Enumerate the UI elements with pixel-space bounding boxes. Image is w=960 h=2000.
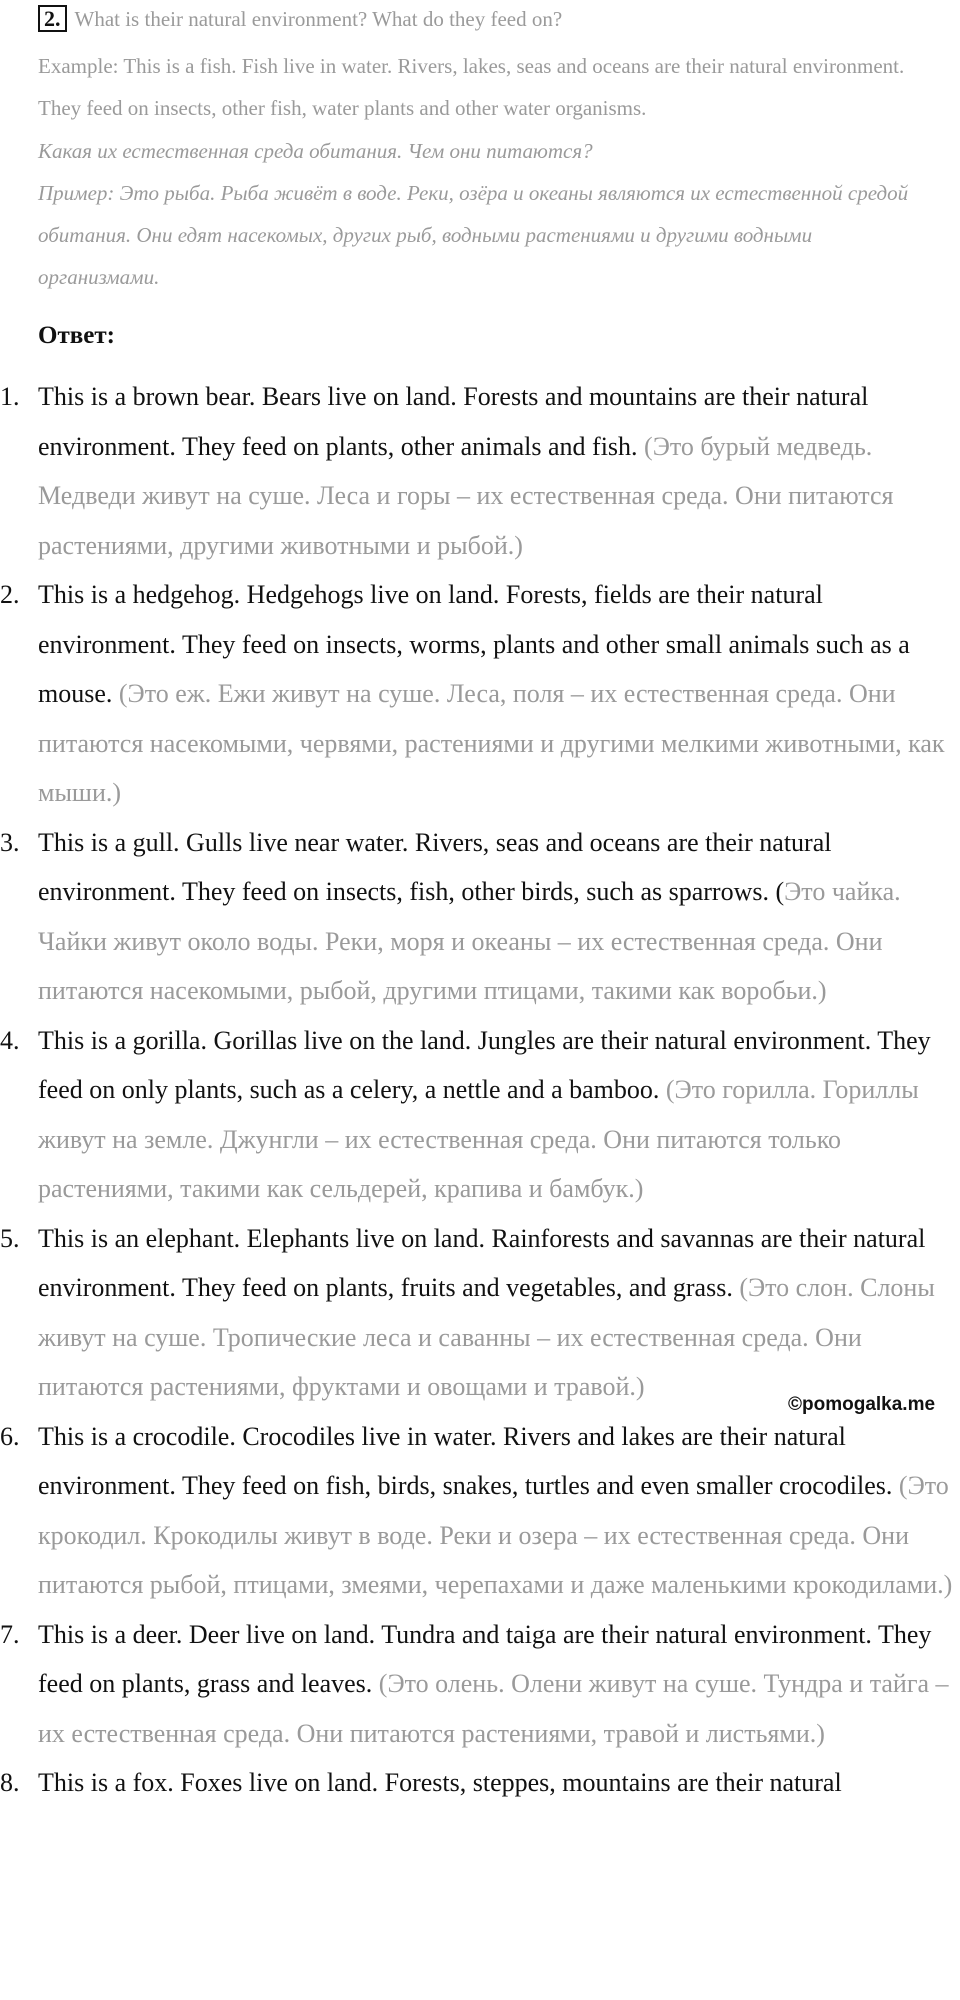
task-header [38, 4, 938, 34]
answer-number: 3. [0, 827, 20, 857]
answer-list [0, 372, 960, 1808]
answer-item [0, 1016, 958, 1214]
answer-item [0, 1758, 958, 1808]
answer-item [0, 1412, 958, 1610]
answer-number: 2. [0, 580, 20, 609]
answer-russian: (Это бурый медведь. Медведи живут на суше. Леса и горы – их естественная среда. Они питаются растениями, другими животными и рыбой.) [38, 431, 894, 560]
task-number: 2. [38, 5, 67, 32]
answer-russian: Это чайка. Чайки живут около воды. Реки, моря и океаны – их естественная среда. Они питаются насекомыми, рыбой, другими птицами, такими как воробьи.) [38, 877, 901, 1005]
answer-item [0, 570, 958, 818]
answer-item [0, 1214, 958, 1412]
answer-russian: (Это крокодил. Крокодилы живут в воде. Реки и озера – их естественная среда. Они питаются рыбой, птицами, змеями, черепахами и даже маленькими крокодилами.) [38, 1471, 953, 1599]
answer-number: 1. [0, 382, 20, 411]
answer-number: 8. [0, 1768, 20, 1797]
answer-english: This is an elephant. Elephants live on land. Rainforests and savannas are their natural environment. They feed on plants, fruits and vegetables, and grass. [38, 1223, 926, 1302]
task-question: What is their natural environment? What do they feed on? [74, 7, 563, 31]
answer-english: This is a crocodile. Crocodiles live in water. Rivers and lakes are their natural environment. They feed on fish, birds, snakes, turtles and even smaller crocodiles. [38, 1421, 893, 1500]
answer-number: 5. [0, 1223, 20, 1253]
answer-english: This is a hedgehog. Hedgehogs live on land. Forests, fields are their natural environment. They feed on insects, worms, plants and other small animals such as a mouse. [38, 580, 910, 708]
example-russian: Пример: Это рыба. Рыба живёт в воде. Реки, озёра и океаны являются их естественной средой обитания. Они едят насекомых, других рыб, водными растениями и другими водными организмами. [38, 181, 909, 289]
answer-russian: (Это горилла. Гориллы живут на земле. Джунгли – их естественная среда. Они питаются только растениями, такими как сельдерей, крапива и бамбук.) [38, 1075, 919, 1203]
question-russian: Какая их естественная среда обитания. Чем они питаются? [38, 139, 593, 163]
answer-item [0, 372, 958, 570]
instruction-russian [38, 130, 938, 298]
answer-russian: (Это олень. Олени живут на суше. Тундра и тайга – их естественная среда. Они питаются растениями, травой и листьями.) [38, 1669, 949, 1748]
answer-english: This is a brown bear. Bears live on land. Forests and mountains are their natural environment. They feed on plants, other animals and fish. [38, 382, 869, 461]
answer-number: 4. [0, 1025, 20, 1055]
answer-english: This is a fox. Foxes live on land. Forests, steppes, mountains are their natural [38, 1768, 842, 1797]
answer-item [0, 818, 958, 1016]
answer-russian: (Это слон. Слоны живут на суше. Тропические леса и саванны – их естественная среда. Они питаются растениями, фруктами и овощами и травой.) [38, 1273, 935, 1401]
answer-english: This is a gull. Gulls live near water. Rivers, seas and oceans are their natural environment. They feed on insects, fish, other birds, such as sparrows. ( [38, 827, 832, 906]
example-english: Example: This is a fish. Fish live in water. Rivers, lakes, seas and oceans are their natural environment. They feed on insects, other fish, water plants and other water organisms. [38, 54, 905, 120]
answer-label: Ответ: [38, 322, 115, 349]
answer-number: 6. [0, 1421, 20, 1451]
answer-english: This is a gorilla. Gorillas live on the land. Jungles are their natural environment. They feed on only plants, such as a celery, a nettle and a bamboo. [38, 1025, 931, 1104]
answer-number: 7. [0, 1619, 20, 1649]
watermark: ©pomogalka.me [788, 1394, 936, 1415]
answer-item [0, 1610, 958, 1759]
answer-russian: (Это еж. Ежи живут на суше. Леса, поля – их естественная среда. Они питаются насекомыми, червями, растениями и другими мелкими животными, как мыши.) [38, 679, 945, 807]
answer-english: This is a deer. Deer live on land. Tundra and taiga are their natural environment. They feed on plants, grass and leaves. [38, 1619, 932, 1698]
